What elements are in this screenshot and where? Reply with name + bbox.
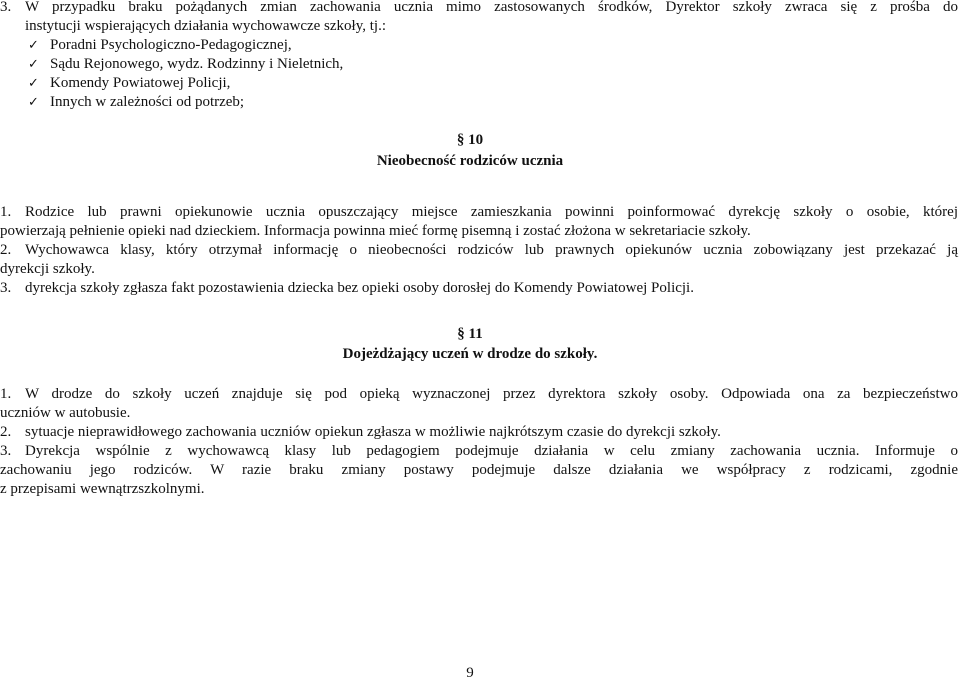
section-11-list	[0, 385, 958, 499]
list-item: 3. dyrekcja szkoły zgłasza fakt pozostawienia dziecka bez opieki osoby dorosłej do Komendy Powiatowej Policji.	[0, 280, 694, 296]
check-icon: ✓	[28, 57, 39, 72]
institution-item: ✓ Innych w zależności od potrzeb;	[28, 94, 245, 110]
institution-item: ✓ Komendy Powiatowej Policji,	[28, 75, 231, 91]
top-item-number: 3.	[0, 0, 12, 15]
top-item-line-2: instytucji wspierających działania wychowawcze szkoły, tj.:	[25, 18, 386, 34]
page-number: 9	[466, 665, 474, 681]
top-item-line-1: 3. W przypadku braku pożądanych zmian zachowania ucznia mimo zastosowanych środków, Dyrektor szkoły zwraca się z prośba do	[0, 0, 958, 15]
list-item: 3. Dyrekcja wspólnie z wychowawcą klasy lub pedagogiem podejmuje działania w celu zmiany zachowania ucznia. Informuje o	[0, 443, 958, 459]
list-item-continuation: dyrekcji szkoły.	[0, 261, 95, 277]
list-item-continuation: uczniów w autobusie.	[0, 405, 131, 421]
list-item: 1. W drodze do szkoły uczeń znajduje się pod opieką wyznaczonej przez dyrektora szkoły osoby. Odpowiada ona za bezpieczeństwo	[0, 386, 958, 402]
section-10-list	[0, 203, 958, 298]
top-list-item	[0, 0, 958, 36]
institution-item: ✓ Sądu Rejonowego, wydz. Rodzinny i Nieletnich,	[28, 56, 344, 72]
check-icon: ✓	[28, 95, 39, 110]
list-item: 2. Wychowawca klasy, który otrzymał informację o nieobecności rodziców lub prawnych opiekunów ucznia zobowiązany jest przekazać ją	[0, 242, 958, 258]
institution-item: ✓ Poradni Psychologiczno-Pedagogicznej,	[28, 37, 292, 53]
section-11-number: § 11	[457, 326, 483, 342]
section-10-title: Nieobecność rodziców ucznia	[376, 153, 564, 169]
list-item: 2. sytuacje nieprawidłowego zachowania uczniów opiekun zgłasza w możliwie najkrótszym czasie do dyrekcji szkoły.	[0, 424, 721, 440]
check-icon: ✓	[28, 38, 39, 53]
list-item-continuation: powierzają pełnienie opieki nad dzieckiem. Informacja powinna mieć formę pisemną i zostać złożona w sekretariacie szkoły.	[0, 223, 751, 239]
section-11-title: Dojeżdżający uczeń w drodze do szkoły.	[342, 346, 598, 362]
check-icon: ✓	[28, 76, 39, 91]
list-item-continuation: z przepisami wewnątrzszkolnymi.	[0, 481, 205, 497]
list-item-continuation: zachowaniu jego rodziców. W razie braku zmiany postawy podejmuje dalsze działania we współpracy z rodzicami, zgodnie	[0, 462, 958, 478]
list-item: 1. Rodzice lub prawni opiekunowie ucznia opuszczający miejsce zamieszkania powinni poinformować dyrekcję szkoły o osobie, której	[0, 204, 958, 220]
section-10-number: § 10	[456, 132, 484, 148]
institutions-list	[0, 36, 958, 112]
